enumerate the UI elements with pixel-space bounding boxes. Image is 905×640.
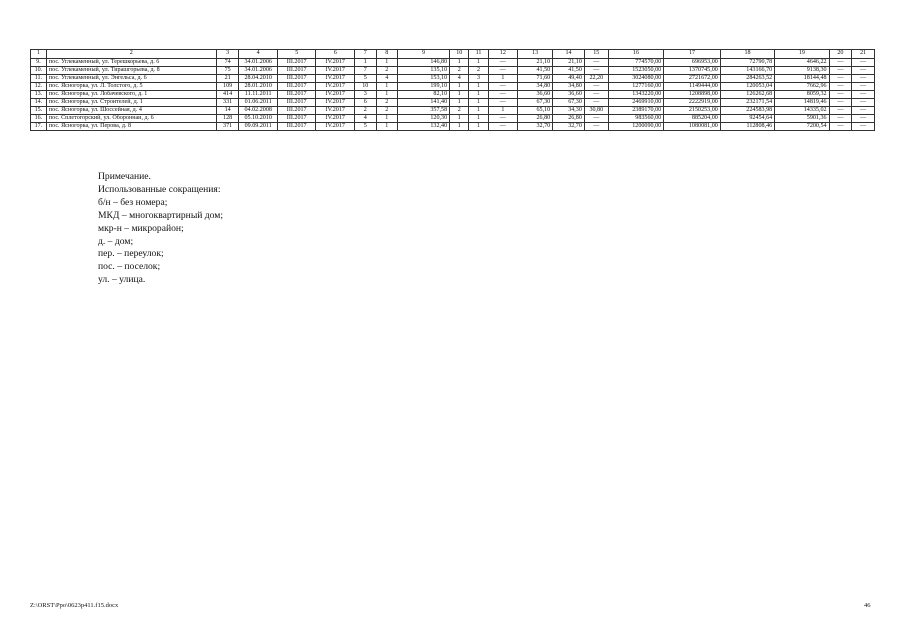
table-cell: 13. bbox=[31, 91, 47, 99]
table-cell: IV.2017 bbox=[316, 115, 355, 123]
table-cell: 74 bbox=[216, 59, 239, 67]
column-number-cell: 14 bbox=[553, 50, 585, 59]
table-cell: 34.01.2006 bbox=[239, 59, 278, 67]
table-cell: 146,80 bbox=[398, 59, 450, 67]
table-cell: 21,10 bbox=[518, 59, 553, 67]
column-number-cell: 10 bbox=[450, 50, 469, 59]
table-cell: 11.11.2011 bbox=[239, 91, 278, 99]
table-cell: 67,30 bbox=[518, 99, 553, 107]
table-cell: 14335,02 bbox=[775, 107, 829, 115]
column-number-cell: 9 bbox=[398, 50, 450, 59]
table-cell: 1 bbox=[376, 91, 398, 99]
table-cell: 2222919,00 bbox=[664, 99, 721, 107]
table-cell: — bbox=[852, 83, 875, 91]
housing-table bbox=[30, 49, 875, 131]
table-cell: 2 bbox=[376, 99, 398, 107]
table-cell: 1 bbox=[469, 59, 488, 67]
table-cell: 72790,78 bbox=[720, 59, 774, 67]
address-cell: пос. Ясногорка, ул. Перова, д. 8 bbox=[46, 123, 216, 131]
table-cell: 9138,30 bbox=[775, 67, 829, 75]
table-cell: 21,10 bbox=[553, 59, 585, 67]
table-cell: — bbox=[584, 83, 608, 91]
table-cell: — bbox=[488, 99, 517, 107]
table-cell: 30,80 bbox=[584, 107, 608, 115]
table-cell: 132,40 bbox=[398, 123, 450, 131]
table-cell: — bbox=[488, 123, 517, 131]
table-cell: III.2017 bbox=[277, 75, 316, 83]
column-number-cell: 17 bbox=[664, 50, 721, 59]
table-cell: 1 bbox=[354, 59, 376, 67]
table-cell: 3 bbox=[354, 91, 376, 99]
column-number-cell: 3 bbox=[216, 50, 239, 59]
table-cell: 1 bbox=[469, 91, 488, 99]
table-cell: — bbox=[829, 59, 852, 67]
table-cell: 143166,70 bbox=[720, 67, 774, 75]
table-cell: 6 bbox=[354, 99, 376, 107]
table-cell: 36,60 bbox=[553, 91, 585, 99]
address-cell: пос. Углекаменный, ул. Терешкорьева, д. 6 bbox=[46, 59, 216, 67]
table-cell: 5901,36 bbox=[775, 115, 829, 123]
table-cell: 774570,00 bbox=[608, 59, 664, 67]
table-cell: 34,80 bbox=[518, 83, 553, 91]
abbreviation-item: пер. – переулок; bbox=[98, 248, 164, 260]
table-cell: 1 bbox=[376, 59, 398, 67]
table-cell: 126262,68 bbox=[720, 91, 774, 99]
table-cell: IV.2017 bbox=[316, 107, 355, 115]
table-cell: 1523050,00 bbox=[608, 67, 664, 75]
table-cell: — bbox=[488, 67, 517, 75]
table-cell: 1 bbox=[376, 83, 398, 91]
table-cell: — bbox=[852, 75, 875, 83]
table-cell: 14. bbox=[31, 99, 47, 107]
table-cell: III.2017 bbox=[277, 99, 316, 107]
column-number-cell: 4 bbox=[239, 50, 278, 59]
table-cell: 1149444,00 bbox=[664, 83, 721, 91]
table-cell: 4 bbox=[354, 115, 376, 123]
table-cell: 199,10 bbox=[398, 83, 450, 91]
table-cell: 9. bbox=[31, 59, 47, 67]
table-cell: 8059,32 bbox=[775, 91, 829, 99]
table-cell: 120,30 bbox=[398, 115, 450, 123]
table-cell: — bbox=[584, 123, 608, 131]
table-cell: 1370745,00 bbox=[664, 67, 721, 75]
table-cell: 1 bbox=[488, 75, 517, 83]
table-cell: 05.10.2010 bbox=[239, 115, 278, 123]
table-cell: 4 bbox=[450, 75, 469, 83]
table-cell: 14819,46 bbox=[775, 99, 829, 107]
table-cell: 32,70 bbox=[553, 123, 585, 131]
table-cell: 135,10 bbox=[398, 67, 450, 75]
table-cell: IV.2017 bbox=[316, 59, 355, 67]
table-cell: 22,20 bbox=[584, 75, 608, 83]
table-cell: 1 bbox=[450, 91, 469, 99]
table-cell: 414 bbox=[216, 91, 239, 99]
address-cell: пос. Ясногорка, ул. Лобачевского, д. 1 bbox=[46, 91, 216, 99]
table-cell: 3024080,00 bbox=[608, 75, 664, 83]
table-cell: 331 bbox=[216, 99, 239, 107]
table-cell: 2469910,00 bbox=[608, 99, 664, 107]
table-cell: — bbox=[829, 107, 852, 115]
table-cell: 232171,54 bbox=[720, 99, 774, 107]
address-cell: пос. Сплетогорский, ул. Обороннаи, д. 6 bbox=[46, 115, 216, 123]
page-number: 46 bbox=[864, 602, 871, 609]
table-cell: — bbox=[829, 91, 852, 99]
table-cell: 1200090,00 bbox=[608, 123, 664, 131]
table-cell: 28.01.2010 bbox=[239, 83, 278, 91]
table-cell: 2 bbox=[450, 67, 469, 75]
table-cell: 75 bbox=[216, 67, 239, 75]
table-row bbox=[31, 59, 875, 67]
table-cell: 983560,00 bbox=[608, 115, 664, 123]
table-cell: 12. bbox=[31, 83, 47, 91]
table-cell: — bbox=[584, 91, 608, 99]
address-cell: пос. Углекаменный, ул. Энгельса, д. 6 bbox=[46, 75, 216, 83]
table-cell: 3 bbox=[469, 75, 488, 83]
table-cell: III.2017 bbox=[277, 91, 316, 99]
table-cell: — bbox=[829, 115, 852, 123]
table-cell: 357,58 bbox=[398, 107, 450, 115]
column-number-cell: 8 bbox=[376, 50, 398, 59]
table-cell: 885204,00 bbox=[664, 115, 721, 123]
table-cell: 128 bbox=[216, 115, 239, 123]
table-cell: 1277160,00 bbox=[608, 83, 664, 91]
table-cell: 2 bbox=[354, 107, 376, 115]
table-cell: 15. bbox=[31, 107, 47, 115]
table-cell: IV.2017 bbox=[316, 67, 355, 75]
table-cell: 41,50 bbox=[553, 67, 585, 75]
column-number-cell: 19 bbox=[775, 50, 829, 59]
table-cell: 120053,04 bbox=[720, 83, 774, 91]
table-cell: — bbox=[488, 59, 517, 67]
table-cell: 32,70 bbox=[518, 123, 553, 131]
table-cell: 4646,22 bbox=[775, 59, 829, 67]
table-cell: 1 bbox=[450, 83, 469, 91]
column-number-cell: 12 bbox=[488, 50, 517, 59]
table-cell: 284263,52 bbox=[720, 75, 774, 83]
table-cell: 04.02.2008 bbox=[239, 107, 278, 115]
abbreviation-item: МКД – многоквартирный дом; bbox=[98, 209, 224, 221]
column-number-cell: 13 bbox=[518, 50, 553, 59]
table-cell: — bbox=[584, 99, 608, 107]
table-cell: 11. bbox=[31, 75, 47, 83]
table-cell: 34,80 bbox=[553, 83, 585, 91]
abbreviation-item: ул. – улица. bbox=[98, 274, 146, 286]
table-cell: 1 bbox=[376, 123, 398, 131]
table-cell: 18144,48 bbox=[775, 75, 829, 83]
column-number-cell: 1 bbox=[31, 50, 47, 59]
table-cell: III.2017 bbox=[277, 123, 316, 131]
table-cell: 112808,46 bbox=[720, 123, 774, 131]
table-cell: 141,40 bbox=[398, 99, 450, 107]
table-cell: 1 bbox=[450, 99, 469, 107]
table-cell: III.2017 bbox=[277, 67, 316, 75]
table-cell: 1 bbox=[469, 115, 488, 123]
abbreviation-item: мкр-н – микрорайон; bbox=[98, 222, 184, 234]
column-number-cell: 21 bbox=[852, 50, 875, 59]
abbreviation-item: б/н – без номера; bbox=[98, 196, 168, 208]
table-row bbox=[31, 75, 875, 83]
table-cell: — bbox=[852, 99, 875, 107]
address-cell: пос. Углекаменный, ул. Тирашгорьева, д. 8 bbox=[46, 67, 216, 75]
abbreviation-item: д. – дом; bbox=[98, 235, 134, 247]
address-cell: пос. Ясногорка, ул. Л. Толстого, д. 5 bbox=[46, 83, 216, 91]
table-cell: 34,30 bbox=[553, 107, 585, 115]
table-row bbox=[31, 83, 875, 91]
table-row bbox=[31, 67, 875, 75]
table-cell: 26,80 bbox=[553, 115, 585, 123]
notes-title: Примечание. bbox=[98, 171, 151, 182]
column-number-cell: 6 bbox=[316, 50, 355, 59]
table-row bbox=[31, 115, 875, 123]
table-cell: 7200,54 bbox=[775, 123, 829, 131]
table-cell: 36,60 bbox=[518, 91, 553, 99]
table-cell: 1 bbox=[469, 83, 488, 91]
table-cell: 1 bbox=[376, 115, 398, 123]
abbreviation-item: пос. – поселок; bbox=[98, 261, 161, 273]
table-cell: 371 bbox=[216, 123, 239, 131]
table-cell: — bbox=[829, 123, 852, 131]
table-cell: 4 bbox=[376, 75, 398, 83]
table-cell: 2 bbox=[376, 67, 398, 75]
table-cell: 67,30 bbox=[553, 99, 585, 107]
table-cell: IV.2017 bbox=[316, 83, 355, 91]
table-cell: 1 bbox=[450, 59, 469, 67]
table-header-row bbox=[31, 50, 875, 59]
table-cell: 28.04.2010 bbox=[239, 75, 278, 83]
column-number-cell: 16 bbox=[608, 50, 664, 59]
table-cell: 5 bbox=[354, 75, 376, 83]
table-cell: 01.06.2011 bbox=[239, 99, 278, 107]
column-number-cell: 11 bbox=[469, 50, 488, 59]
table-cell: 1 bbox=[469, 107, 488, 115]
table-row bbox=[31, 123, 875, 131]
table-cell: III.2017 bbox=[277, 59, 316, 67]
table-cell: III.2017 bbox=[277, 115, 316, 123]
table-cell: — bbox=[852, 123, 875, 131]
table-cell: 65,10 bbox=[518, 107, 553, 115]
table-cell: 1 bbox=[469, 99, 488, 107]
notes-subtitle: Использованные сокращения: bbox=[98, 183, 221, 195]
column-number-cell: 20 bbox=[829, 50, 852, 59]
table-cell: 224583,98 bbox=[720, 107, 774, 115]
table-cell: — bbox=[488, 91, 517, 99]
address-cell: пос. Ясногорка, ул. Строителей, д. 1 bbox=[46, 99, 216, 107]
table-cell: 1080081,00 bbox=[664, 123, 721, 131]
table-cell: 09.09.2011 bbox=[239, 123, 278, 131]
table-cell: — bbox=[584, 115, 608, 123]
table-cell: 2 bbox=[450, 107, 469, 115]
table-cell: 82,10 bbox=[398, 91, 450, 99]
table-cell: — bbox=[829, 83, 852, 91]
table-cell: — bbox=[852, 67, 875, 75]
table-cell: — bbox=[488, 115, 517, 123]
table-cell: III.2017 bbox=[277, 83, 316, 91]
table-cell: — bbox=[488, 83, 517, 91]
table-cell: 5 bbox=[354, 123, 376, 131]
table-cell: 26,80 bbox=[518, 115, 553, 123]
table-cell: 41,50 bbox=[518, 67, 553, 75]
table-cell: — bbox=[852, 115, 875, 123]
table-row bbox=[31, 107, 875, 115]
table-cell: — bbox=[829, 67, 852, 75]
column-number-cell: 5 bbox=[277, 50, 316, 59]
table-cell: — bbox=[829, 75, 852, 83]
table-cell: 1208898,00 bbox=[664, 91, 721, 99]
table-cell: III.2017 bbox=[277, 107, 316, 115]
table-cell: 2 bbox=[376, 107, 398, 115]
table-cell: 34.01.2006 bbox=[239, 67, 278, 75]
table-row bbox=[31, 91, 875, 99]
table-cell: 21 bbox=[216, 75, 239, 83]
table-cell: 2150253,00 bbox=[664, 107, 721, 115]
column-number-cell: 15 bbox=[584, 50, 608, 59]
table-cell: 153,10 bbox=[398, 75, 450, 83]
table-cell: — bbox=[829, 99, 852, 107]
table-cell: — bbox=[852, 59, 875, 67]
table-cell: 16. bbox=[31, 115, 47, 123]
table-cell: 14 bbox=[216, 107, 239, 115]
table-cell: 7 bbox=[354, 67, 376, 75]
table-cell: 71,60 bbox=[518, 75, 553, 83]
table-cell: 1 bbox=[488, 107, 517, 115]
table-cell: — bbox=[852, 107, 875, 115]
footer-file-path: Z:\ORST\Ppo\0623p411.f15.docx bbox=[30, 602, 119, 609]
table-cell: 2721672,00 bbox=[664, 75, 721, 83]
table-cell: 7662,96 bbox=[775, 83, 829, 91]
column-number-cell: 7 bbox=[354, 50, 376, 59]
table-cell: 2389170,00 bbox=[608, 107, 664, 115]
table-cell: 49,40 bbox=[553, 75, 585, 83]
table-cell: — bbox=[584, 67, 608, 75]
table-row bbox=[31, 99, 875, 107]
table-cell: 109 bbox=[216, 83, 239, 91]
table-cell: 1 bbox=[469, 123, 488, 131]
column-number-cell: 18 bbox=[720, 50, 774, 59]
table-cell: IV.2017 bbox=[316, 75, 355, 83]
table-cell: 10. bbox=[31, 67, 47, 75]
table-cell: 1343220,00 bbox=[608, 91, 664, 99]
table-cell: 1 bbox=[450, 115, 469, 123]
table-cell: 1 bbox=[450, 123, 469, 131]
notes-section bbox=[98, 171, 223, 287]
table-cell: 17. bbox=[31, 123, 47, 131]
table-cell: IV.2017 bbox=[316, 123, 355, 131]
table-cell: 92454,64 bbox=[720, 115, 774, 123]
table-cell: — bbox=[852, 91, 875, 99]
table-cell: — bbox=[584, 59, 608, 67]
table-cell: IV.2017 bbox=[316, 99, 355, 107]
table-cell: 696953,00 bbox=[664, 59, 721, 67]
table-cell: 10 bbox=[354, 83, 376, 91]
table-cell: IV.2017 bbox=[316, 91, 355, 99]
address-cell: пос. Ясногорка, ул. Шоссейная, д. 4 bbox=[46, 107, 216, 115]
table-cell: 2 bbox=[469, 67, 488, 75]
column-number-cell: 2 bbox=[46, 50, 216, 59]
